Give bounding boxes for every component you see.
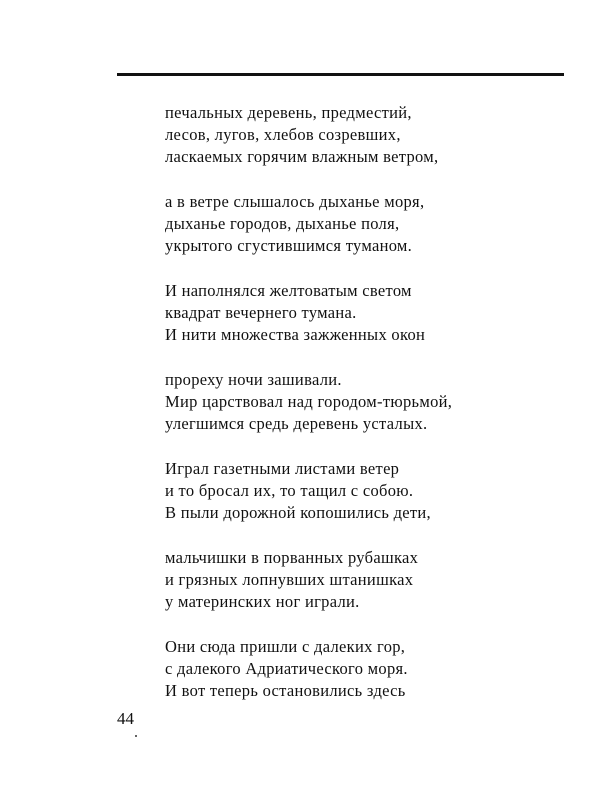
- poem-line: а в ветре слышалось дыханье моря,: [165, 192, 425, 211]
- stanza: [165, 102, 565, 168]
- poem-line: и грязных лопнувших штанишках: [165, 570, 414, 589]
- poem-line: у материнских ног играли.: [165, 592, 360, 611]
- stanza: [165, 547, 565, 613]
- ink-speck: [135, 735, 137, 737]
- poem-line: печальных деревень, предместий,: [165, 103, 412, 122]
- poem-line: Они сюда пришли с далеких гор,: [165, 637, 406, 656]
- poem-line: квадрат вечернего тумана.: [165, 303, 357, 322]
- stanza: [165, 369, 565, 435]
- poem-line: и то бросал их, то тащил с собою.: [165, 481, 414, 500]
- poem-line: ласкаемых горячим влажным ветром,: [165, 147, 439, 166]
- poem-line: В пыли дорожной копошились дети,: [165, 503, 431, 522]
- stanza: [165, 636, 565, 702]
- poem-text: [165, 102, 565, 725]
- poem-line: прореху ночи зашивали.: [165, 370, 342, 389]
- poem-line: улегшимся средь деревень усталых.: [165, 414, 428, 433]
- poem-line: укрытого сгустившимся туманом.: [165, 236, 413, 255]
- poem-line: мальчишки в порванных рубашках: [165, 548, 419, 567]
- poem-line: дыханье городов, дыханье поля,: [165, 214, 400, 233]
- poem-line: И вот теперь остановились здесь: [165, 681, 406, 700]
- poem-line: с далекого Адриатического моря.: [165, 659, 408, 678]
- poem-line: Мир царствовал над городом-тюрьмой,: [165, 392, 453, 411]
- poem-line: И нити множества зажженных окон: [165, 325, 426, 344]
- poem-line: И наполнялся желтоватым светом: [165, 281, 412, 300]
- poem-line: лесов, лугов, хлебов созревших,: [165, 125, 401, 144]
- poem-line: Играл газетными листами ветер: [165, 459, 400, 478]
- header-rule: [117, 73, 564, 76]
- stanza: [165, 458, 565, 524]
- page-number: 44: [117, 709, 134, 728]
- stanza: [165, 191, 565, 257]
- stanza: [165, 280, 565, 346]
